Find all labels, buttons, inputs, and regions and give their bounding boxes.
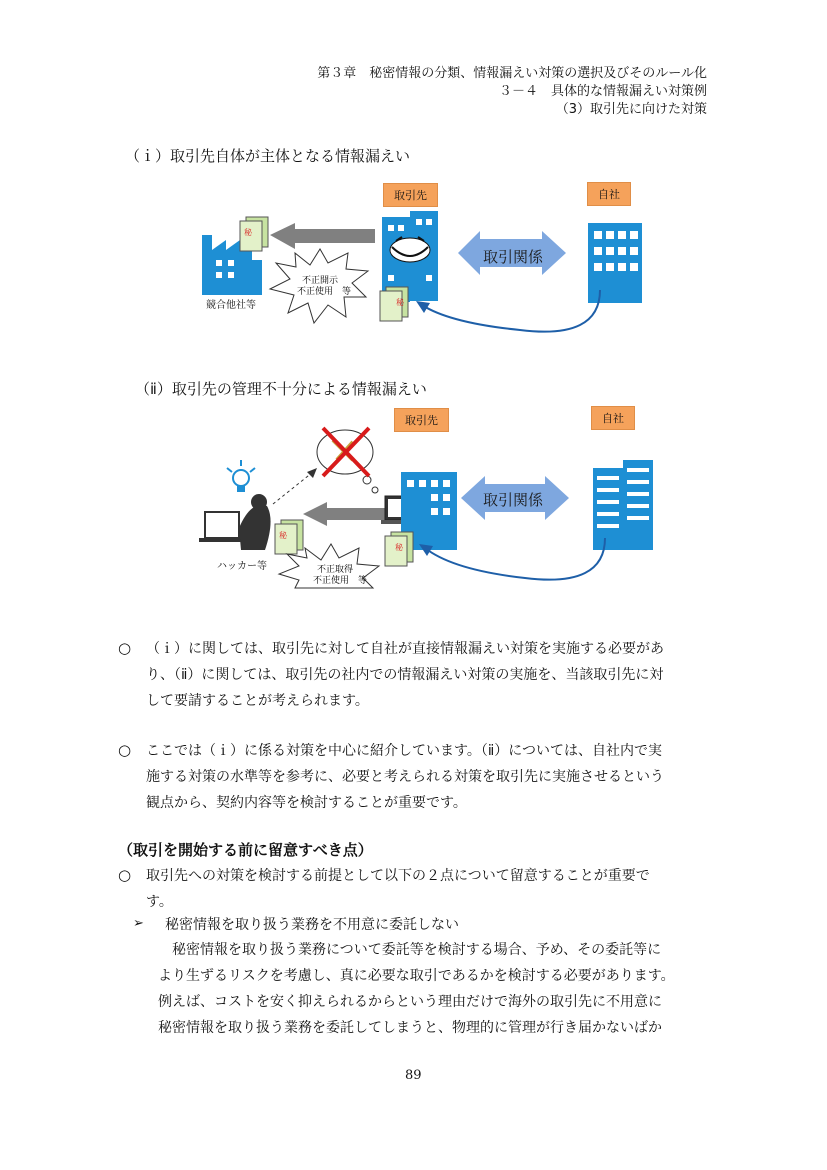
figure1-partner-tag: 取引先 [383,183,438,207]
text-line: り、（ⅱ）に関しては、取引先の社内での情報漏えい対策の実施を、当該取引先に対 [146,667,664,683]
text-line: 秘密情報を取り扱う業務について委託等を検討する場合、予め、その委託等に [172,942,662,958]
burst-text-2: 不正使用 等 [297,287,352,297]
chapter-header: 第３章 秘密情報の分類、情報漏えい対策の選択及びそのルール化 [317,66,707,81]
page-number: 89 [405,1068,422,1083]
sub-bullet-text: 秘密情報を取り扱う業務を不用意に委託しない [165,917,459,933]
burst-text-2: 不正使用 等 [313,576,368,586]
hacker-label: ハッカー等 [217,561,267,572]
secret-document-icon [240,217,268,251]
bullet-marker-1: ○ [118,639,132,657]
secret-document-icon [385,532,413,566]
bullet-paragraph-3 [146,863,726,915]
figure1-diagram [190,205,660,345]
bullet-marker-2: ○ [118,741,132,759]
text-line: 秘密情報を取り扱う業務を委託してしまうと、物理的に管理が行き届かないばか [158,1020,662,1036]
figure2-title: （ⅱ）取引先の管理不十分による情報漏えい [135,380,427,398]
body-paragraph [158,937,728,1041]
secret-mark-2: 秘 [396,298,404,307]
return-arrow [422,290,600,332]
bullet-marker-3: ○ [118,866,132,884]
figure2-relation-label: 取引関係 [483,491,544,509]
text-line: 施する対策の水準等を参考に、必要と考えられる対策を取引先に実施させるという [146,769,664,785]
bullet-paragraph-1 [146,636,726,714]
secret-mark-4: 秘 [395,543,403,552]
subheading: （取引を開始する前に留意すべき点） [118,841,373,859]
text-line: 取引先への対策を検討する前提として以下の２点について留意することが重要で [146,868,650,884]
figure2-partner-tag: 取引先 [394,408,449,432]
bullet-paragraph-2 [146,738,726,816]
text-line: （ｉ）に関しては、取引先に対して自社が直接情報漏えい対策を実施する必要があ [146,641,664,657]
figure1-relation-label: 取引関係 [483,248,544,266]
text-line: して要請することが考えられます。 [146,693,369,709]
leak-arrow [270,223,375,249]
secret-mark-1: 秘 [244,228,252,237]
text-line: 観点から、契約内容等を検討することが重要です。 [146,795,467,811]
thought-bubble-icon [317,428,378,493]
figure2-self-tag: 自社 [591,406,635,430]
secret-mark-3: 秘 [279,531,287,540]
subsection-header: （3）取引先に向けた対策 [555,102,707,117]
secret-document-icon [275,520,303,554]
text-line: 例えば、コストを安く抑えられるからという理由だけで海外の取引先に不用意に [158,994,662,1010]
lightbulb-icon [227,460,255,492]
leak-arrow [303,502,385,526]
secret-document-icon [380,287,408,321]
sub-bullet-marker: ➢ [133,916,144,931]
burst-text-1: 不正取得 [317,565,354,575]
burst-shape [270,249,368,323]
text-line: ここでは（ｉ）に係る対策を中心に紹介しています。（ⅱ）については、自社内で実 [146,743,663,759]
self-building-icon [593,460,653,550]
figure1-title: （ｉ）取引先自体が主体となる情報漏えい [125,147,411,165]
hacker-icon [199,494,271,550]
burst-text-1: 不正開示 [302,276,339,286]
dashed-arrow [273,472,313,504]
section-header: ３－４ 具体的な情報漏えい対策例 [498,84,707,99]
text-line: より生ずるリスクを考慮し、真に必要な取引であるかを検討する必要があります。 [158,968,675,984]
text-line: す。 [146,894,173,910]
self-building-icon [588,223,642,303]
competitor-label: 競合他社等 [206,300,256,311]
figure1-self-tag: 自社 [587,182,631,206]
